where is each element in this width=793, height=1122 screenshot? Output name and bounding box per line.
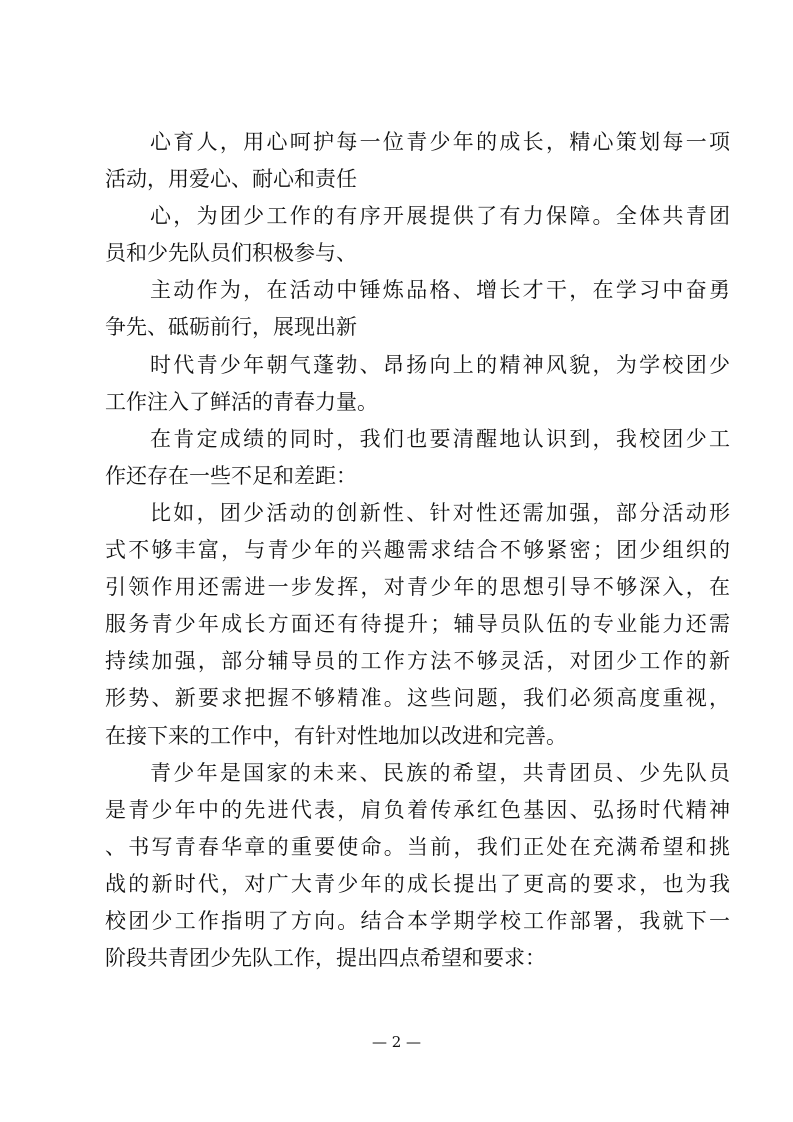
text-line: 主动作为，在活动中锤炼品格、增长才干，在学习中奋勇 xyxy=(150,278,730,303)
text-line: 校团少工作指明了方向。结合本学期学校工作部署，我就下一 xyxy=(105,908,730,933)
text-line: 活动，用爱心、耐心和责任 xyxy=(105,167,357,192)
document-body xyxy=(105,124,730,977)
text-line: 心育人，用心呵护每一位青少年的成长，精心策划每一项 xyxy=(150,130,730,154)
text-line: 争先、砥砺前行，展现出新 xyxy=(105,315,357,340)
text-line: 心，为团少工作的有序开展提供了有力保障。全体共青团 xyxy=(150,204,730,229)
text-line: 、书写青春华章的重要使命。当前，我们正处在充满希望和挑 xyxy=(105,834,730,859)
text-line: 工作注入了鲜活的青春力量。 xyxy=(105,389,378,414)
page-number: — 2 — xyxy=(371,1033,422,1051)
text-line: 青少年是国家的未来、民族的希望，共青团员、少先队员 xyxy=(150,760,730,785)
text-line: 员和少先队员们积极参与、 xyxy=(105,241,357,266)
text-line: 持续加强，部分辅导员的工作方法不够灵活，对团少工作的新 xyxy=(105,649,730,674)
text-line: 比如，团少活动的创新性、针对性还需加强，部分活动形 xyxy=(150,500,730,525)
text-line: 在接下来的工作中，有针对性地加以改进和完善。 xyxy=(105,723,567,748)
text-line: 时代青少年朝气蓬勃、昂扬向上的精神风貌，为学校团少 xyxy=(150,352,730,377)
text-line: 形势、新要求把握不够精准。这些问题，我们必须高度重视， xyxy=(105,686,730,711)
text-line: 作还存在一些不足和差距： xyxy=(105,463,357,488)
text-line: 战的新时代，对广大青少年的成长提出了更高的要求，也为我 xyxy=(105,871,730,896)
text-line: 服务青少年成长方面还有待提升；辅导员队伍的专业能力还需 xyxy=(105,612,730,637)
text-line: 阶段共青团少先队工作，提出四点希望和要求： xyxy=(105,946,546,971)
text-line: 是青少年中的先进代表，肩负着传承红色基因、弘扬时代精神 xyxy=(105,797,730,822)
text-line: 式不够丰富，与青少年的兴趣需求结合不够紧密；团少组织的 xyxy=(105,538,730,563)
text-line: 在肯定成绩的同时，我们也要清醒地认识到，我校团少工 xyxy=(150,426,730,451)
text-line: 引领作用还需进一步发挥，对青少年的思想引导不够深入，在 xyxy=(105,575,730,600)
